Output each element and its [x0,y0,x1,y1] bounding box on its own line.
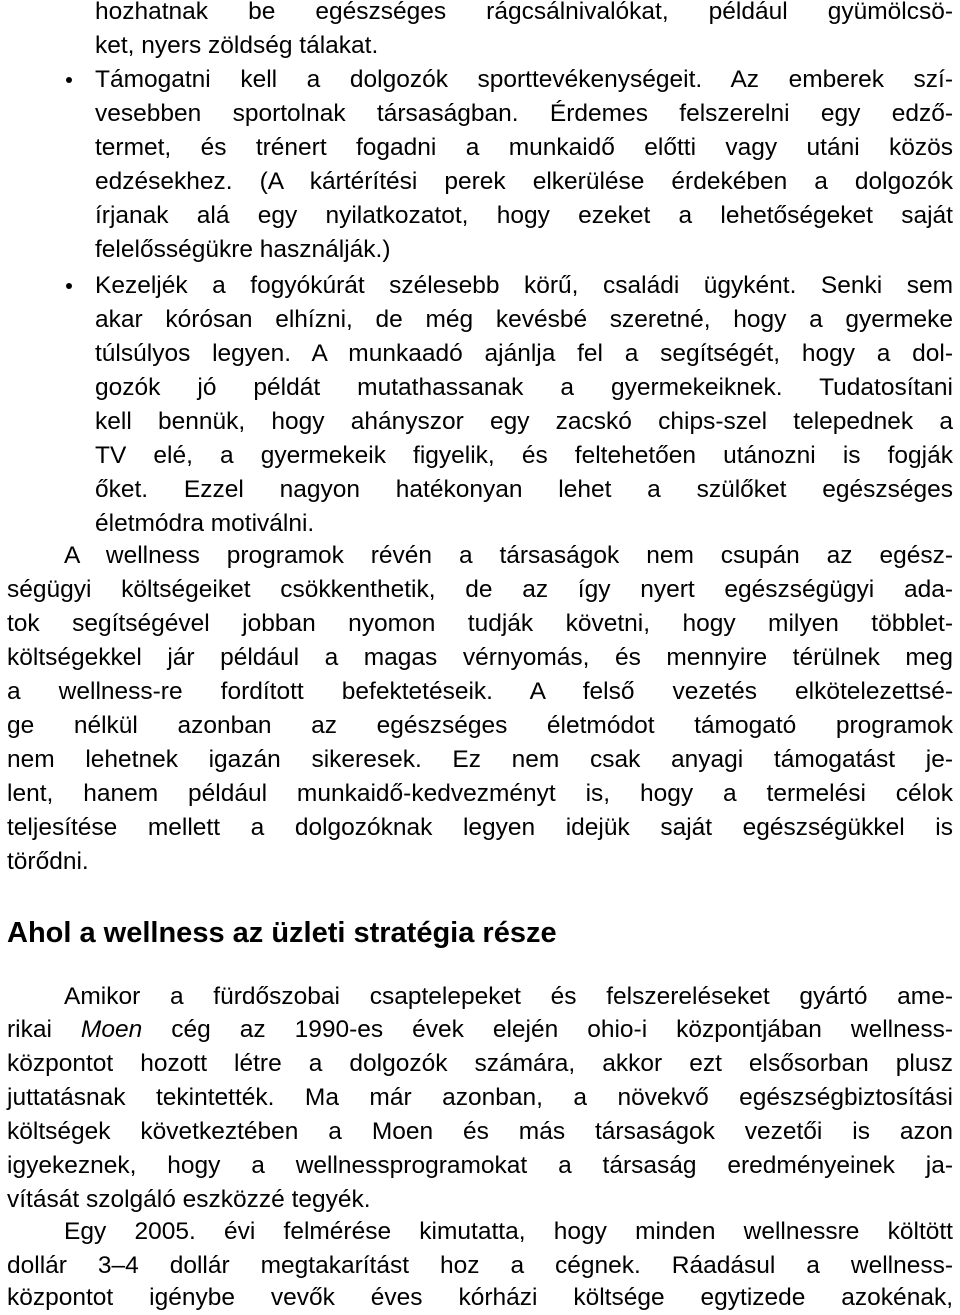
text-line: kell bennük, hogy ahányszor egy zacskó chips-szel telepednek a [95,408,953,435]
text-line: ket, nyers zöldség tálakat. [95,32,379,59]
text-line: központot igénybe vevők éves kórházi költsége egytizede azokénak, [7,1284,953,1311]
text-line: nem lehetnek igazán sikeresek. Ez nem csak anyagi támogatást je- [7,746,953,773]
text-line: túlsúlyos legyen. A munkaadó ajánlja fel a segítségét, hogy a dol- [95,340,953,367]
text-line: juttatásnak tekintették. Ma már azonban, a növekvő egészségbiztosítási [7,1084,953,1111]
text-line: dollár 3–4 dollár megtakarítást hoz a cégnek. Ráadásul a wellness- [7,1252,953,1279]
text-line: vesebben sportolnak társaságban. Érdemes felszerelni egy edző- [95,100,953,127]
text-line: TV elé, a gyermekeik figyelik, és feltehetően utánozni is fogják [95,442,953,469]
text-line: teljesítése mellett a dolgozóknak legyen idejük saját egészségükkel is [7,814,953,841]
section-heading: Ahol a wellness az üzleti stratégia része [7,917,557,949]
text-segment: rikai [7,1016,81,1043]
bullet-point [66,283,72,289]
text-line: Támogatni kell a dolgozók sporttevékenységeit. Az emberek szí- [95,66,953,93]
text-line: a wellness-re fordított befektetéseik. A felső vezetés elkötelezettsé- [7,678,953,705]
text-line: költségekkel jár például a magas vérnyomás, és mennyire térülnek meg [7,644,953,671]
text-segment: cég az 1990-es évek elején ohio-i központjában wellness- [142,1016,953,1043]
text-line: őket. Ezzel nagyon hatékonyan lehet a szülőket egészséges [95,476,953,503]
text-line: A wellness programok révén a társaságok nem csupán az egész- [64,542,953,569]
text-line: Egy 2005. évi felmérése kimutatta, hogy minden wellnessre költött [64,1218,953,1245]
text-line: akar kórósan elhízni, de még kevésbé szeretné, hogy a gyermeke [95,306,953,333]
text-line: életmódra motiválni. [95,510,315,537]
text-line: igyekeznek, hogy a wellnessprogramokat a társaság eredményeinek ja- [7,1152,953,1179]
text-line: ge nélkül azonban az egészséges életmódot támogató programok [7,712,953,739]
text-line: írjanak alá egy nyilatkozatot, hogy ezeket a lehetőségeket saját [95,202,953,229]
text-line: gozók jó példát mutathassanak a gyermekeiknek. Tudatosítani [95,374,953,401]
company-name: Moen [80,1016,143,1043]
text-line: költségek következtében a Moen és más társaságok vezetői is azon [7,1118,953,1145]
text-line: ségügyi költségeiket csökkenthetik, de az így nyert egészségügyi ada- [7,576,953,603]
text-line: lent, hanem például munkaidő-kedvezményt is, hogy a termelési célok [7,780,953,807]
text-line [7,1013,953,1047]
text-line: edzésekhez. (A kártérítési perek elkerülése érdekében a dolgozók [95,168,953,195]
text-line: hozhatnak be egészséges rágcsálnivalókat, például gyümölcsö- [95,0,953,25]
text-line: tok segítségével jobban nyomon tudják követni, hogy milyen többlet- [7,610,953,637]
bullet-point [66,77,72,83]
text-line: Kezeljék a fogyókúrát szélesebb körű, családi ügyként. Senki sem [95,272,953,299]
text-line: vítását szolgáló eszközzé tegyék. [7,1186,371,1213]
text-line: Amikor a fürdőszobai csaptelepeket és felszereléseket gyártó ame- [64,983,953,1010]
text-line: központot hozott létre a dolgozók számára, akkor ezt elsősorban plusz [7,1050,953,1077]
text-line: törődni. [7,848,89,875]
text-line: felelősségükre használják.) [95,236,391,263]
text-line: termet, és trénert fogadni a munkaidő előtti vagy utáni közös [95,134,953,161]
